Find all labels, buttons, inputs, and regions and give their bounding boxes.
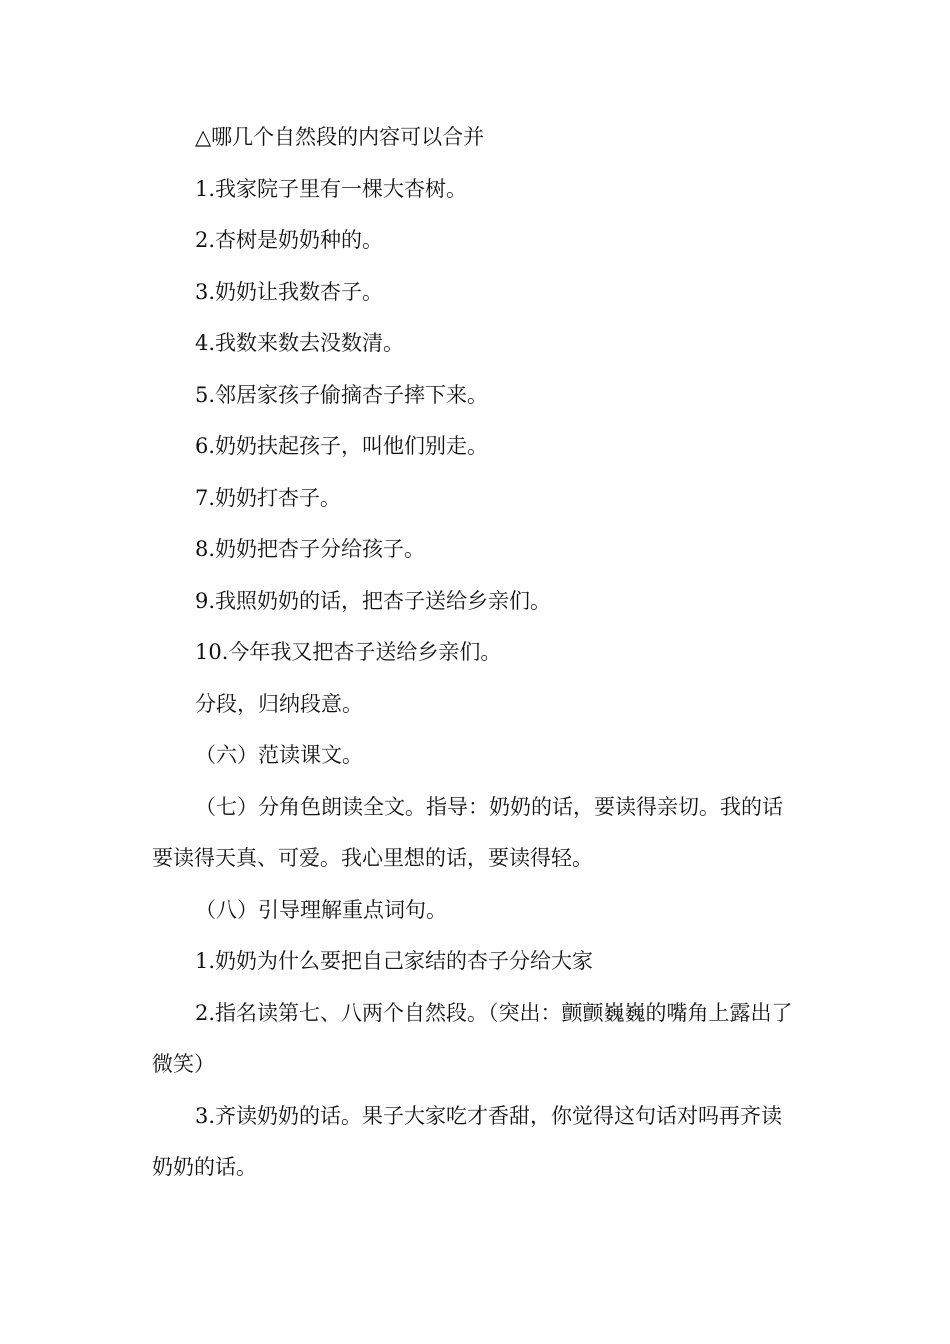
- paragraph-step-seven: （七）分角色朗读全文。指导：奶奶的话，要读得亲切。我的话要读得天真、可爱。我心里想的话，要读得轻。: [152, 794, 783, 870]
- document-body: [152, 112, 802, 1194]
- paragraph-step-six: （六）范读课文。: [195, 743, 363, 767]
- paragraph-item-6: 6.奶奶扶起孩子，叫他们别走。: [195, 434, 489, 458]
- paragraph-item-4: 4.我数来数去没数清。: [195, 331, 405, 355]
- paragraph-item-5: 5.邻居家孩子偷摘杏子摔下来。: [195, 382, 489, 407]
- paragraph-question-2: 2.指名读第七、八两个自然段。（突出：颤颤巍巍的嘴角上露出了微笑）: [152, 1000, 793, 1076]
- paragraph-question-3: 3.齐读奶奶的话。果子大家吃才香甜，你觉得这句话对吗再齐读奶奶的话。: [152, 1103, 783, 1179]
- paragraph-item-7: 7.奶奶打杏子。: [195, 485, 342, 510]
- paragraph-item-2: 2.杏树是奶奶种的。: [195, 228, 384, 252]
- paragraph-item-8: 8.奶奶把杏子分给孩子。: [195, 537, 426, 561]
- paragraph-step-eight: （八）引导理解重点词句。: [195, 897, 447, 922]
- paragraph-item-10: 10.今年我又把杏子送给乡亲们。: [195, 640, 502, 664]
- paragraph-segment-summary: 分段，归纳段意。: [195, 691, 363, 716]
- paragraph-item-3: 3.奶奶让我数杏子。: [195, 279, 384, 304]
- paragraph-item-1: 1.我家院子里有一棵大杏树。: [195, 176, 468, 201]
- paragraph-merge-question: △哪几个自然段的内容可以合并: [195, 125, 485, 149]
- paragraph-question-1: 1.奶奶为什么要把自己家结的杏子分给大家: [195, 949, 594, 973]
- paragraph-item-9: 9.我照奶奶的话，把杏子送给乡亲们。: [195, 588, 552, 613]
